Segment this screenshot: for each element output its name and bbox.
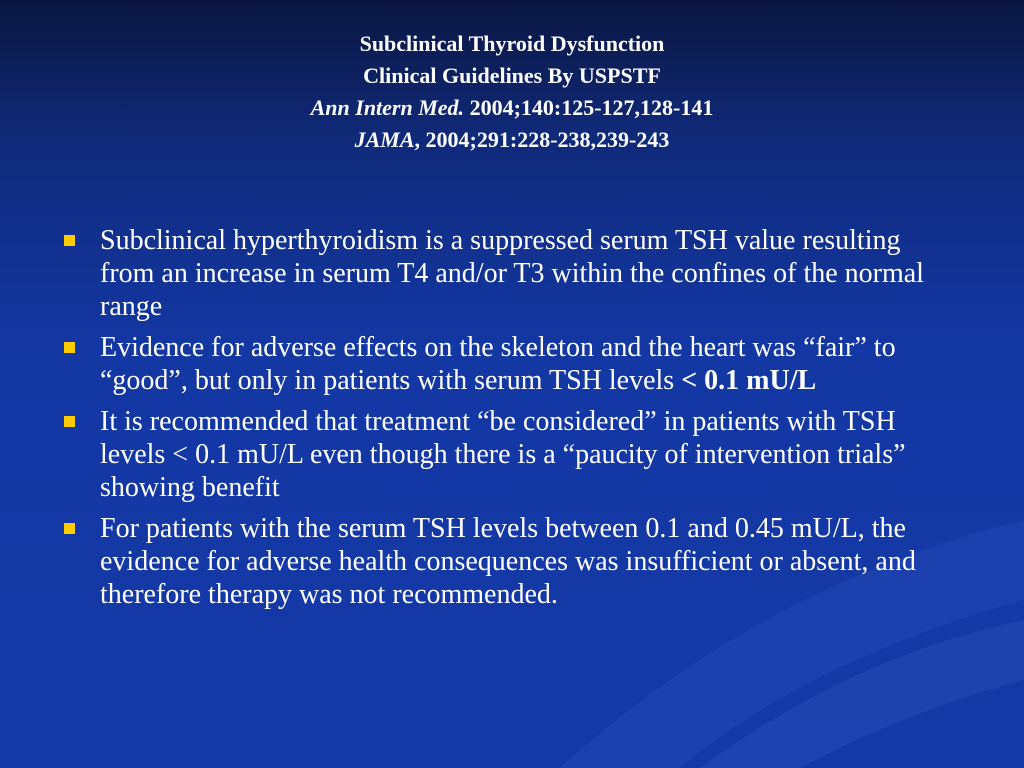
bullet-item <box>60 512 960 611</box>
journal-name-ann-intern-med: Ann Intern Med. <box>310 95 465 120</box>
bullet-text: It is recommended that treatment “be considered” in patients with TSH levels < 0.1 mU/L even though there is a “paucity of intervention trials” showing benefit <box>100 406 906 503</box>
title-line-4 <box>0 124 1024 156</box>
bullet-text: For patients with the serum TSH levels between 0.1 and 0.45 mU/L, the evidence for adverse health consequences was insufficient or absent, and therefore therapy was not recommended. <box>100 513 916 610</box>
square-bullet-icon <box>64 416 75 427</box>
title-line-3 <box>0 92 1024 124</box>
bullet-item <box>60 331 960 397</box>
square-bullet-icon <box>64 235 75 246</box>
journal-name-jama: JAMA <box>354 127 415 152</box>
tsh-threshold-bold: < 0.1 mU/L <box>681 365 817 396</box>
citation-ref-2: , 2004;291:228-238,239-243 <box>414 127 670 152</box>
title-line-2: Clinical Guidelines By USPSTF <box>363 63 661 88</box>
title-line-1: Subclinical Thyroid Dysfunction <box>359 31 665 56</box>
citation-ref-1: 2004;140:125-127,128-141 <box>464 95 714 120</box>
bullet-item <box>60 405 960 504</box>
square-bullet-icon <box>64 342 75 353</box>
square-bullet-icon <box>64 523 75 534</box>
slide-title <box>0 28 1024 156</box>
bullet-text: Subclinical hyperthyroidism is a suppressed serum TSH value resulting from an increase in serum T4 and/or T3 within the confines of the normal range <box>100 225 924 322</box>
bullet-text: Evidence for adverse effects on the skeleton and the heart was “fair” to “good”, but only in patients with serum TSH levels <box>100 332 896 396</box>
bullet-item <box>60 224 960 323</box>
bullet-list <box>60 224 960 619</box>
